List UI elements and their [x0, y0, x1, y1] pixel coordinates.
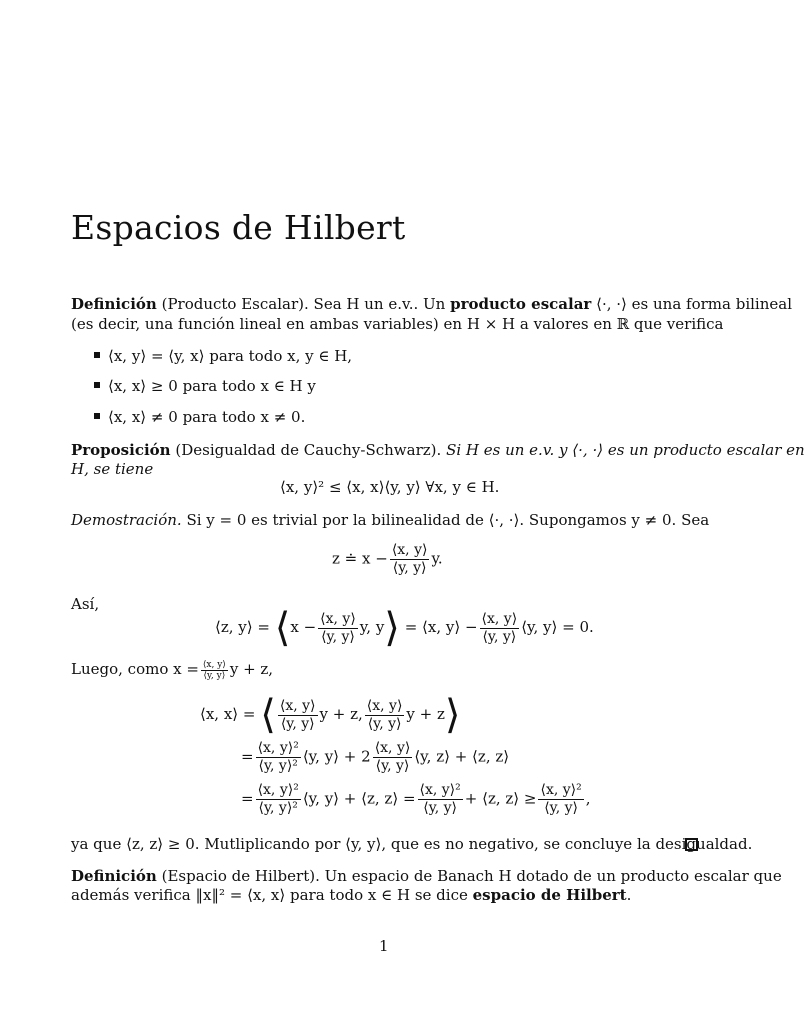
defined-term: espacio de Hilbert — [472, 886, 627, 904]
bullet-icon — [94, 352, 100, 358]
definition-scalar-product-line1 — [71, 294, 792, 314]
definition-name: (Producto Escalar). — [161, 295, 309, 313]
fraction: $\frac{⟨x, y⟩}{⟨y, y⟩}$ — [320, 610, 356, 645]
fraction: $\frac{\text{⟨x, y⟩²}}{⟨y, y⟩}$ — [419, 782, 461, 816]
definition-hilbert-line2: además verifica ‖x‖² = ⟨x, x⟩ para todo x ∈ H se dice espacio de Hilbert. — [71, 886, 632, 904]
definition-label: Definición — [71, 295, 157, 313]
cauchy-schwarz-formula: ⟨x, y⟩² ≤ ⟨x, x⟩⟨y, y⟩ ∀x, y ∈ H. — [280, 478, 500, 496]
left-angle-bracket: ⟨ — [260, 692, 276, 738]
proof-luego: Luego, como x = $\frac{⟨x, y⟩}{⟨y, y⟩}$ y + z, — [71, 659, 274, 681]
page-number: 1 — [379, 937, 389, 955]
fraction: $\frac{⟨x, y⟩}{⟨y, y⟩}$ — [391, 542, 428, 576]
equation-z-definition: z ≐ x − $\frac{⟨x, y⟩}{⟨y, y⟩}$ y. — [332, 542, 443, 576]
proposition-label: Proposición — [71, 441, 171, 459]
bullet-icon — [94, 413, 100, 419]
list-item: ⟨x, x⟩ ≥ 0 para todo x ∈ H y — [94, 376, 316, 396]
definition-name: (Espacio de Hilbert). — [161, 867, 320, 885]
list-item: ⟨x, x⟩ ≠ 0 para todo x ≠ 0. — [94, 407, 305, 427]
proof-text: Si y = 0 es trivial por la bilinealidad de ⟨·, ·⟩. Supongamos y ≠ 0. Sea — [186, 511, 710, 529]
left-angle-bracket: ⟨ — [274, 605, 291, 651]
definition-text: Un espacio de Banach H dotado de un producto escalar que — [324, 867, 782, 885]
proof-label: Demostración. — [71, 511, 182, 529]
definition-scalar-product-line2: (es decir, una función lineal en ambas variables) en H × H a valores en ℝ que verifica — [71, 315, 724, 333]
equation-xx-line3: = $\frac{\text{⟨x, y⟩²}}{\text{⟨y, y⟩²}}$ ⟨y, y⟩ + ⟨z, z⟩ = $\frac{\text{⟨x, y⟩²}}{⟨y, y⟩}$ + ⟨z, z⟩ ≥ $\frac{\text{⟨x, y⟩²}}{⟨y, y⟩}$ , — [241, 782, 591, 816]
fraction: $\frac{⟨x, y⟩}{⟨y, y⟩}$ — [366, 697, 403, 732]
defined-term: producto escalar — [450, 295, 592, 313]
fraction: $\frac{⟨x, y⟩}{⟨y, y⟩}$ — [374, 740, 411, 774]
definition-text: Sea H un e.v.. Un — [313, 295, 446, 313]
fraction: $\frac{\text{⟨x, y⟩²}}{\text{⟨y, y⟩²}}$ — [257, 782, 299, 816]
definition-text: ⟨·, ·⟩ es una forma bilineal — [596, 295, 792, 313]
right-angle-bracket: ⟩ — [384, 605, 400, 651]
proof-asi: Así, — [71, 595, 100, 613]
equation-xx-line1: ⟨x, x⟩ = ⟨ $\frac{⟨x, y⟩}{⟨y, y⟩}$ y + z, $\frac{⟨x, y⟩}{⟨y, y⟩}$ y + z⟩ — [200, 692, 461, 738]
fraction: $\frac{\text{⟨x, y⟩²}}{\text{⟨y, y⟩²}}$ — [257, 740, 299, 774]
page-title: Espacios de Hilbert — [71, 208, 406, 247]
fraction: $\frac{⟨x, y⟩}{⟨y, y⟩}$ — [279, 697, 316, 732]
qed-square-icon — [685, 838, 698, 851]
fraction: $\frac{⟨x, y⟩}{⟨y, y⟩}$ — [202, 659, 226, 681]
bullet-icon — [94, 382, 100, 388]
list-item: ⟨x, y⟩ = ⟨y, x⟩ para todo x, y ∈ H, — [94, 346, 352, 366]
proposition-name: (Desigualdad de Cauchy-Schwarz). — [175, 441, 442, 459]
proof-line1 — [71, 510, 709, 530]
proposition-text: Si H es un e.v. y ⟨·, ·⟩ es un producto escalar en — [446, 441, 805, 459]
fraction: $\frac{\text{⟨x, y⟩²}}{⟨y, y⟩}$ — [540, 782, 582, 816]
proof-conclusion: ya que ⟨z, z⟩ ≥ 0. Mutliplicando por ⟨y, y⟩, que es no negativo, se concluye la desigualdad. — [71, 835, 753, 853]
proposition-line1 — [71, 440, 805, 460]
definition-hilbert-line1 — [71, 866, 782, 886]
right-angle-bracket: ⟩ — [444, 692, 461, 738]
proposition-line2: H, se tiene — [71, 460, 154, 478]
fraction: $\frac{⟨x, y⟩}{⟨y, y⟩}$ — [481, 610, 518, 645]
equation-zy: ⟨z, y⟩ = ⟨x − $\frac{⟨x, y⟩}{⟨y, y⟩}$ y, y⟩ = ⟨x, y⟩ − $\frac{⟨x, y⟩}{⟨y, y⟩}$ ⟨y, y⟩ = 0. — [215, 605, 594, 651]
equation-xx-line2: = $\frac{\text{⟨x, y⟩²}}{\text{⟨y, y⟩²}}$ ⟨y, y⟩ + 2 $\frac{⟨x, y⟩}{⟨y, y⟩}$ ⟨y, z⟩ + ⟨z, z⟩ — [241, 740, 510, 774]
definition-label: Definición — [71, 867, 157, 885]
